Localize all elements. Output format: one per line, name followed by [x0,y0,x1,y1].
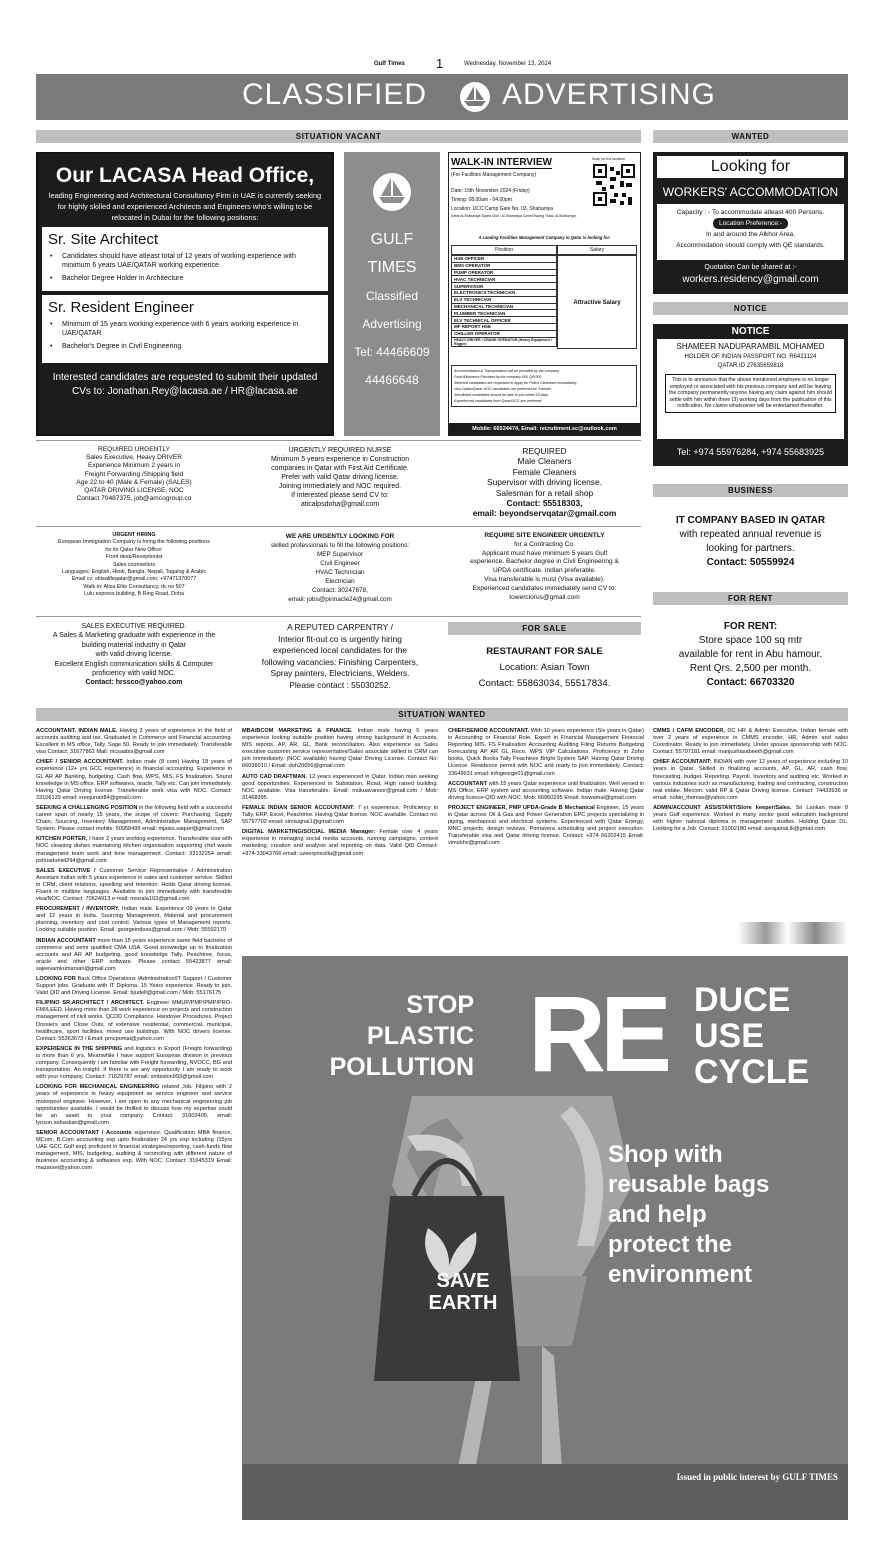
ad-head: REQUIRED [522,446,567,456]
ad-line: Walk in: Alisa Elite Consultancy, dc no 507 [83,583,185,590]
entry-body: in the following field with a successful career span of nearly 15 years, the scope of covers: Purchasing, Supply Chain, Sourcing, Inventory Management, Administrative Management, SAP System. Please contact mobile: 50958499 email: mjales.saquel@gmail.com [36,804,232,833]
walkin-col-salary: Salary [557,245,637,255]
entry-body: Sri Lankan male 8 years Gulf experience. Worked in many sector good education background with higher national diploma in management studies. Holding Qatar DL. Looking for a Job. Contact: 31002180 email: asrajainal.lk@gmail.com [653,804,848,833]
rent-ad [653,620,848,690]
wanted-location-label: Location Preference:- [713,218,788,229]
list-item [653,805,848,833]
ad-line: QATAR DRIVING LICENSE, NOC [84,487,184,495]
qr-code-icon [592,163,636,207]
ad-head: URGENT HIRING [112,532,156,538]
list-item [242,829,438,857]
notice-ad [653,324,848,466]
entry-body: more than 15 years experience same field bachelor of commerce and semi qualified CMA USA. Good knowledge up to finalization accounts and AR AP budgeting, good knowledge Tally, Peachtree, focus, oracle and other ERP software. Please contact 55423877 email: sajeevamkumarsan@gmail.com [36,937,232,972]
walkin-note: (Near Al-Shahaniya Sports Club / Al-Shahaniya Camel Racing Track, Al-Shahaniya) [451,214,577,218]
rent-line3: Rent Qrs. 2,500 per month. [689,663,812,674]
ad-nurse [242,446,438,509]
sw-column-3 [448,728,644,948]
notice-body-box [657,339,844,439]
entry-heading: CHIEF ACCOUNTANT: [653,759,712,766]
page-date: Wednesday, November 13, 2024 [464,61,552,67]
ad-line: for its Qatar New Office: [105,546,163,553]
shop-line: Shop with [608,1141,723,1168]
role-resident-engineer [42,295,328,363]
walkin-title: WALK-IN INTERVIEW [451,157,552,168]
entry-body: With 10 years experience (Six years in Qatar) in Accounting or Financial Role. Expert in Financial Management Financial Reporting MIS. FS Finalisation Accounting Auditing Filing Returns Budgeting Forecasting AP AR GL Reco. WPS VIP Calculations. Proficiency in Zoho books, Quick Books Tally Peachtree Bright System SAP. Having Qatar Driving Licence. Residence permit with NOC and ready to join immediately. Contact: 33649931 email: infogeorge01@gmail.com [448,728,644,777]
ad-line: skilled professionals to fill the following positions: [270,542,410,549]
banner-title-left: CLASSIFIED [242,78,428,111]
entry-heading: FILIPINO SR.ARCHITECT / ARCHITECT. [36,1000,145,1007]
ad-line: Contact: 30247878, [312,587,368,594]
list-item [242,774,438,802]
entry-heading: ACCOUNTANT [448,780,488,787]
entry-heading: PROJECT ENGINEER, PMP UPDA-Grade B Mechanical [448,804,595,811]
decorative-strip [738,922,848,944]
walkin-scan: Scan for the location [592,157,625,161]
entry-body: DC HR & Admin Executive. Indian female with over 2 years of experience in CMMS encoder, HR, Admin and sales Coordinator. Ready to join immediately. Under spouse sponsorship with NOC. Contact: 55797181 email: manjushasabeeth@gmail.com [653,728,848,756]
table-row [452,283,557,290]
ad-line: Prefer with valid Qatar driving license. [281,474,399,481]
entry-body: I have 2 years working experience. Transferable visa with NOC cleaning dishes maintaining kitchen organisation supporting chef waste management team work and time management. Contact: 33132254 email: pshuaduniel294@gmail.com [36,836,232,864]
wanted-quote: Quotation Can be shared at :- [704,264,797,271]
gulf-line4: Advertising [362,317,422,331]
gulf-line2: TIMES [367,259,417,276]
entry-heading: CMMS / CAFM ENCODER, [653,728,725,734]
classified-banner [36,74,848,120]
ad-line: with valid driving license. [95,651,173,659]
list-item [36,1130,232,1173]
ad-line: Applicant must have minimum 5 years Gulf [481,549,608,557]
position-cell: CHILLER OPERATOR [452,330,557,337]
ad-line: companies in Qatar with First Aid Certificate. [271,465,409,472]
entry-heading: DIGITAL MARKETING/SOCIAL MEDIA Manager: [242,829,376,836]
wanted-details [657,204,844,260]
banner-line: PLASTIC [367,1022,474,1050]
entry-body: Female over 4 years experience in managing social media accounts, running campaigns, content marketing, creation and analysis and reporting on data. Valid QID Contact: +974-33043766 email: uzeerpriscilla@gmail.com [242,829,438,857]
rent-line1: Store space 100 sq mtr [698,635,803,646]
list-item [448,805,644,848]
ad-carpentry [242,622,438,692]
ad-line: Contact: 55518303, [506,498,583,509]
banner-footer: Issued in public interest by GULF TIMES [676,1472,838,1482]
entry-body: Engineer MMUP/PMP/PMP/PRO-FMI/LEED. Having more than 28 work experience on projects and construction management of civil works. QCDD Compliance. Handover Procedures. Project Dossiers and Close Outs, of extensive residential, commercial, municipal, healthcare, sport facilities, mixed use buildings. With NOC drivers license. Contact: 55363673 / Email: pmcpomai@yahoo.com [36,1000,232,1042]
ad-line: Male Cleaners [517,456,572,467]
ad-line: Front desk/Receptionist [105,554,163,561]
role1-point: • Bachelor Degree Holder in Architecture [48,274,322,283]
ad-line: Lulu express building, B Ring Road, Doha [83,591,185,598]
table-row [452,303,557,310]
business-ad [653,514,848,570]
list-item [36,938,232,973]
position-cell: MECHANICAL TECHNICIAN [452,303,557,310]
list-item [36,836,232,864]
ad-line: Contact: hrssco@yahoo.com [85,679,183,687]
position-cell: SUPERVISOR [452,283,557,290]
walkin-sub: (For Facilities Management Company) [451,172,537,178]
role2-title: Sr. Resident Engineer [48,299,194,316]
ship-logo-icon [458,81,492,113]
walkin-note-line: Accommodation & Transportation will be provided by the company [454,369,560,373]
walkin-notes [451,365,637,407]
list-item [242,805,438,826]
rent-head: FOR RENT: [723,621,778,632]
table-row [452,276,557,283]
ad-line: Salesman for a retail shop [495,487,594,498]
ad-line: Freight Forwarding /Shipping field [84,470,184,478]
ad-line: email: beyondservqatar@gmail.com [472,508,617,519]
ad-line: Location: Asian Town [499,662,590,673]
table-row [452,296,557,303]
walkin-note-line: Food Allowance Provided by the company 600 QR/300 [454,375,542,379]
table-row [452,310,557,317]
ad-restaurant-sale [448,644,641,692]
page-header [360,58,690,72]
notice-head: NOTICE [731,326,770,337]
list-item [448,728,644,778]
entry-body: Engineer, 15 years in Qatar across Oil & Gas and Power Generation EPC projects specializing in piping, mechanical and electrical systems. Experienced with Qatar Energy, MNC projects, design reviews, Primavera scheduling and project execution. Transferable visa and Qatar driving license. Contact: +974 66202415 Email: vimsbhv@gmail.com [448,804,644,847]
notice-name: SHAMEER NADUPARAMBIL MOHAMED [676,342,825,351]
entry-heading: CHIEF/SENIOR ACCOUNTANT. [448,728,530,734]
entry-heading: INDIAN ACCOUNTANT [36,937,96,944]
business-line3: looking for partners. [706,543,795,554]
list-item [36,1046,232,1081]
walkin-note-line: Selected candidates are requested to apply for Police Clearance immediately [454,381,577,385]
ad-line: for a Contracting Co. [514,540,575,548]
shop-text [608,1140,769,1290]
ad-line: Experienced candidates immediately send CV to: [472,584,617,592]
ad-sales-executive [36,622,232,688]
ad-line: towerclorus@gmail.com [509,593,580,601]
ad-line: Languages: English, Hindi, Bangla, Nepali, Tagalog & Arabic [61,569,207,576]
entry-body: 12 years experienced in Qatar. Indian man seeking good opportunities. Experienced in Substation, Road, High raised building. NOC available. Visa transferable. Email: mukuavanoor@gmail.com / Mob: 31468395 [242,773,438,801]
entry-heading: CHIEF / SENIOR ACCOUNTANT. [36,759,124,766]
walkin-note-line: Shortlisted candidates should be able to join within 15 days [454,393,549,397]
wanted-location: In and around the Alkhor Area. [705,231,796,238]
position-cell: HVAC TECHNICIAN [452,276,557,283]
entry-heading: ACCOUNTANT, INDIAN MALE. [36,728,118,734]
wanted-ad [653,152,848,294]
wanted-title: Looking for [657,156,844,178]
ad-cleaners [448,446,641,519]
walkin-contact: Mobile: 66524474, Email: recruitment.sc@outlook.com [449,423,640,435]
position-cell: HEAVY DRIVER / CRANE OPERATOR (Heavy Equipment / Rigger) [452,337,557,346]
business-line1: IT COMPANY BASED IN QATAR [675,515,826,526]
position-cell: PLUMBER TECHNICIAN [452,310,557,317]
rent-line2: available for rent in Abu hamour. [678,649,823,660]
wanted-email[interactable]: workers.residency@gmail.com [682,274,819,285]
ad-line: email: jobs@pinnacle24@gmail.com [288,596,392,603]
role2-point: • Bachelor's Degree in Civil Engineering [48,342,322,351]
ad-line: European Immigration Company is hiring the following positions [58,539,210,546]
entry-heading: LOOKING FOR [36,976,76,982]
ad-line: Age 22 to 40 (Male & Female) (SALES) [76,478,192,486]
notice-body: This is to announce that the above mentioned employee is no longer employed or associated with his previous company and will be leaving the company permanently anyone having any claim against him should settle with him within three (3) working days from the publication of this notification. No claims whatsoever will be entertained thereafter. [665,374,836,413]
shop-line: protect the [608,1231,733,1258]
list-item [36,805,232,833]
entry-body: Customer Service Representative / Administration Assistant Indian with 5 years experience in sales and customer service. Skilled in CRM, client relations, upselling and retention. Holds Qatar driving license. Fluent in multiple languages. Available to join immediately with transferable visa/NOC. Contact: 70624913 e-mail: nourala103@gmail.com [36,867,232,903]
notice-tel: Tel: +974 55976284, +974 55683925 [676,447,825,457]
gulf-tel: Tel: 44466609 [354,345,430,359]
ad-line: Excellent English communication skills & Computer [54,660,214,668]
entry-body: Indian male having 5 years experience looking suitable position having strong background in Accounts, MIS reports, AP, AR, GL, Bank reconciliation. Also experience as Sales executive customer service representative/Sales associate skilled in CRM can join immediately. (NOC available) having Qatar Driving License. Contact No: 66036010 / Email: doh20656@gmail.com [242,728,438,770]
list-item [36,1000,232,1043]
paper-name: Gulf Times [374,61,405,67]
banner-word: CYCLE [694,1053,810,1091]
list-item [36,728,232,756]
banner-line: POLLUTION [329,1053,474,1081]
ship-icon [371,172,413,212]
entry-heading: SALES EXECUTIVE / [36,867,96,874]
list-item [36,759,232,802]
entry-heading: FEMALE INDIAN SENIOR ACCOUNTANT: [242,804,355,811]
position-cell: PUMP OPERATOR [452,269,557,276]
list-item [36,1084,232,1127]
entry-body: Back Office Operations /Administration/IT Support / Customer Support jobs. Graduate with IT Diploma. 15 Years experience. Ready to join. Valid QID and Driving License. Email: bjudell@gmail.com / Mob: 55176175 [36,976,232,997]
wanted-comply: Accommodation should comply with QE standards. [676,242,825,249]
entry-heading: AUTO CAD DRAFTMAN. [242,773,308,780]
ad-line: Sales Executive, Heavy DRIVER [85,454,182,462]
ad-line: HVAC Technician [315,569,365,576]
ad-line: If interested please send CV to: [291,492,389,499]
walkin-date: Date: 15th November 2024 (Friday) [451,188,530,194]
section-for-sale: FOR SALE [448,622,641,635]
gulf-times-ad [344,152,440,436]
walkin-positions-table [451,255,557,347]
lacasa-footer: Interested candidates are requested to submit their updated CVs to: Jonathan.Rey@lacasa.ae / HR@lacasa.ae [52,372,318,397]
section-situation-wanted: SITUATION WANTED [36,708,848,721]
table-row [452,330,557,337]
walkin-salary: Attractive Salary [557,255,637,349]
table-row [452,323,557,330]
ad-line: Joining immediately and NOC required. [278,483,402,490]
ad-head: REQUIRE SITE ENGINEER URGENTLY [484,532,605,539]
banner-left-text [304,990,474,1083]
list-item [653,759,848,802]
entry-heading: ADMIN/ACCOUNT ASSISTANT/Store keeper/Sales. [653,804,792,811]
sw-column-1 [36,728,232,1520]
position-cell: HSE OFFICER [452,256,557,263]
ad-head: REQUIRED URGENTLY [97,446,171,453]
entry-body: Having 3 years of experience in the field of accounts auditing and tax. Graduated in Commerce and Financial accounting. Excellent in MS office, Tally, Sage 50. Ready to join immediately. Transferable visa Contact: 31677862 Mail: mcsaabis@gmail.com [36,728,232,756]
banner-word: DUCE [694,981,791,1019]
ad-head: SALES EXECUTIVE REQUIRED. [81,623,187,630]
entry-body: INDIAN with over 12 years of experience including 10 years in Qatar. Skilled in finalizing accounts, AP, GL, AR, cash flow, forecasting, budget. Reporting. Payroll. Inventory and auditing etc. Worked in various industries such as manufacturing, trading and contracting, construction real estate. Mecom. valid RP & Qatar Driving license. Contact: 74433936 or email: nobin_thomas@yahoo.com [653,759,848,801]
plastic-banner [242,956,848,1520]
ad-head: WE ARE URGENTLY LOOKING FOR [285,533,395,540]
list-item [36,976,232,997]
bag-text [410,1270,516,1314]
role2-point: • Minimum of 15 years working experience with 6 years working experience in UAE/QATAR [48,320,322,338]
ad-line: Supervisor with driving license. [487,477,602,488]
entry-body: and logistics in Export (Freight forwarding) is more than 6 yrs. Meanwhile I have support European division in previous company. Consequently I am familiar with Freight forwarding, NVOCC, BG and transportation. An insight. If there is are any opportunity I am ready to work with your company. Contact: 71629787 email: smbishin993@gmail.com [36,1045,232,1081]
shop-line: environment [608,1261,753,1288]
entry-body: related Job. Filipino with 2 years of experience in heavy equipment as service engineer and service motorpool engineer. However, I am open to any mechanical engineering job opportunities available. I would be thrilled to discuss how my expertise could be an asset to your company. Contact: 31603405, email: lynson.sebastian@gmail.com [36,1084,232,1126]
notice-passport: HOLDER OF INDIAN PASSPORT NO. R6421124 [684,354,817,360]
section-wanted: WANTED [653,130,848,143]
table-row [452,337,557,346]
sw-column-4 [653,728,848,918]
ad-line: Spray painters, Electricians, Welders. [270,668,410,679]
entry-heading: SENIOR ACCOUNTANT / Accounts [36,1129,132,1136]
walkin-info [451,187,591,219]
ad-line: MEP Supervisor [316,551,364,558]
shop-line: and help [608,1201,707,1228]
ad-line: following vacancies: Finishing Carpenters, [261,656,419,667]
ad-line: Visa transferable is must (Visa available). [484,575,605,583]
table-row [452,256,557,263]
wanted-subtitle: WORKERS' ACCOMMODATION [662,185,839,199]
walkin-lead: A Leading Facilities Management Company in Qatar is looking for: [478,235,611,240]
ad-line: Minimum 5 years experience in Construction [270,456,410,463]
role-site-architect [42,227,328,291]
list-item [448,781,644,802]
entry-heading: MBA/BCOM MARKETING & FINANCE. [242,728,353,734]
ad-line: A Sales & Marketing graduate with experience in the [52,632,216,640]
lacasa-ad [36,152,334,436]
ad-urgent-hiring [36,532,232,599]
banner-line: STOP [406,991,474,1019]
section-situation-vacant: SITUATION VACANT [36,130,641,143]
table-row [452,317,557,324]
position-cell: ELV TECHNICIAN [452,296,557,303]
position-cell: MF REPORT HSE [452,323,557,330]
ad-line: Sales counsellors [112,561,156,568]
entry-body: Indian male. Experience 09 years in Qatar and 12 years in India. Sourcing Management, Material and procurement planning, inventory and cost control. Various types of Management reports. Looking suitable position. Email: georgeindoes@gmail.com / Mob: 55592170 [36,906,232,934]
ad-site-engineer [448,532,641,602]
entry-heading: EXPERIENCE IN THE SHIPPING [36,1045,123,1052]
lacasa-title: Our LACASA Head Office, [55,164,315,187]
ad-mep [242,532,438,604]
banner-words [694,982,809,1090]
bag-line: SAVE [436,1270,490,1292]
sw-column-2 [242,728,438,948]
entry-heading: SEEKING A CHALLENGING POSITION [36,804,138,811]
role1-title: Sr. Site Architect [48,231,159,248]
page-number: 1 [436,56,444,71]
notice-qid: QATAR ID 27635659818 [717,363,784,369]
entry-heading: LOOKING FOR MECHANICAL ENGINEERING [36,1084,160,1091]
ad-line: Contact: 55863034, 55517834. [478,678,611,689]
role1-point: • Candidates should have atleast total of 12 years of working experience with minimum 6 years UAE/QATAR working experience [48,252,322,270]
ad-line: proficiency with valid NOC. [92,670,176,678]
ad-head: RESTAURANT FOR SALE [486,646,603,657]
entry-body: 7 yr experience. Proficiency in Tally, ERP, Excel, Peachtree. Having Qatar license. NOC available. Contact no: 55797702 email: simisajnai1@gmail.com [242,804,438,826]
ad-line: UPDA certificate. Indian preferable. [493,567,596,575]
table-row [452,262,557,269]
position-cell: ELV TECHNICAL OFFICER [452,317,557,324]
section-business: BUSINESS [653,484,848,497]
ad-line: experience. Bachelor degree in Civil Engineering & [470,558,619,566]
entry-heading: KITCHEN PORTER, [36,836,88,843]
list-item [36,868,232,903]
walkin-ad [448,152,641,436]
gulf-line3: Classified [365,289,419,303]
walkin-location: Location: UCC Camp Gate No. 03, Shahaniya [451,206,553,212]
business-line2: with repeated annual revenue is [679,529,822,540]
entry-body: supervisor. Qualification MBA finance, MCom, B.Com accounting exp upto finalization 24 yrs exp including (15yrs UAE GCC Gulf exp) proficient in financial strategies/reporting, cash-funds flow management, MIS, budgeting, auditing & reconciling with different nature of business accounting & softwares exp. With NOC. Contact: 31645319 Email: mazarset@yahoo.com [36,1129,232,1172]
ad-required-urgently [36,446,232,503]
table-row [452,289,557,296]
entry-body: with 15 years Qatar experience until finalization. Well versed in MS Office, ERP system and accounting software. Indian male. Having Qatar driving licence-QID with NOC. Mob: 66960295 Email: biswamal@gmail.com [448,780,644,801]
position-cell: BMS OPERATOR [452,262,557,269]
rent-contact: Contact: 66703320 [706,677,795,688]
ad-line: Female Cleaners [512,466,577,477]
position-cell: ELECTRONICS TECHNICIAN [452,289,557,296]
lacasa-intro: leading Engineering and Architectural Consultancy Firm in UAE is currently seeking for highly skilled and experienced Architects and Engineers who's willing to be relocated in Dubai for the following positions: [48,191,322,222]
ad-line: building material industry in Qatar [81,641,187,649]
ad-line: Email cv: elitealifeqatar@gmail.com, +97471370077 [71,576,197,583]
walkin-note-line: Visa Option/Qatar NOC candidates are preferred for Transfer [454,387,551,391]
gulf-line1: GULF [370,231,414,248]
table-row [452,269,557,276]
banner-title-right: ADVERTISING [502,78,716,111]
ad-head: A REPUTED CARPENTRY / [287,622,393,632]
bag-line: EARTH [428,1292,498,1314]
ad-head: URGENTLY REQUIRED NURSE [288,447,392,454]
list-item [36,906,232,934]
ad-line: aticalpsdoha@gmail.com [300,501,380,508]
walkin-note-line: Experienced candidates from Qatar/GCC are preferred [454,399,542,403]
banner-word: USE [694,1017,764,1055]
ad-line: Experience Minimum 2 years in [88,462,180,470]
entry-heading: PROCUREMENT / INVENTORY. [36,906,120,913]
section-for-rent: FOR RENT [653,592,848,605]
wanted-capacity: Capacity : - To accommodate atleast 400 Persons. [676,209,825,216]
walkin-timing: Timing: 08.00am - 04.00pm [451,197,512,203]
business-contact: Contact: 50559924 [706,557,795,568]
ad-line: Electrician [325,578,355,585]
ad-line: Interior fit-out co is urgently hiring [278,633,402,644]
ad-line: Contact 70487375, job@amcogroup.co [76,495,192,503]
ad-line: Please contact : 55030252. [289,679,391,690]
ad-line: Civil Engineer [320,560,360,567]
list-item [653,728,848,756]
gulf-tel2: 44466648 [365,373,419,387]
banner-re: RE [528,973,667,1094]
entry-body: Indian male (8 com) Having 18 years of experience (12+ yrs GCC experience) in financial accounting. Experience in GL AR AP Banking, budgeting, Cash flow, WPS, MIS, FS finalization. Sound knowledge in MS office, ERP softwares, oracle, Tally etc. Can join immediately. Having Qatar Driving license. Transferable work visa with NOC. Contact: 33106139 email: sreejunair84@gmail.com [36,759,232,801]
walkin-col-position: Position [451,245,557,255]
shop-line: reusable bags [608,1171,770,1198]
ad-line: experienced local candidates for the [272,645,408,656]
list-item [242,728,438,771]
section-notice: NOTICE [653,302,848,315]
